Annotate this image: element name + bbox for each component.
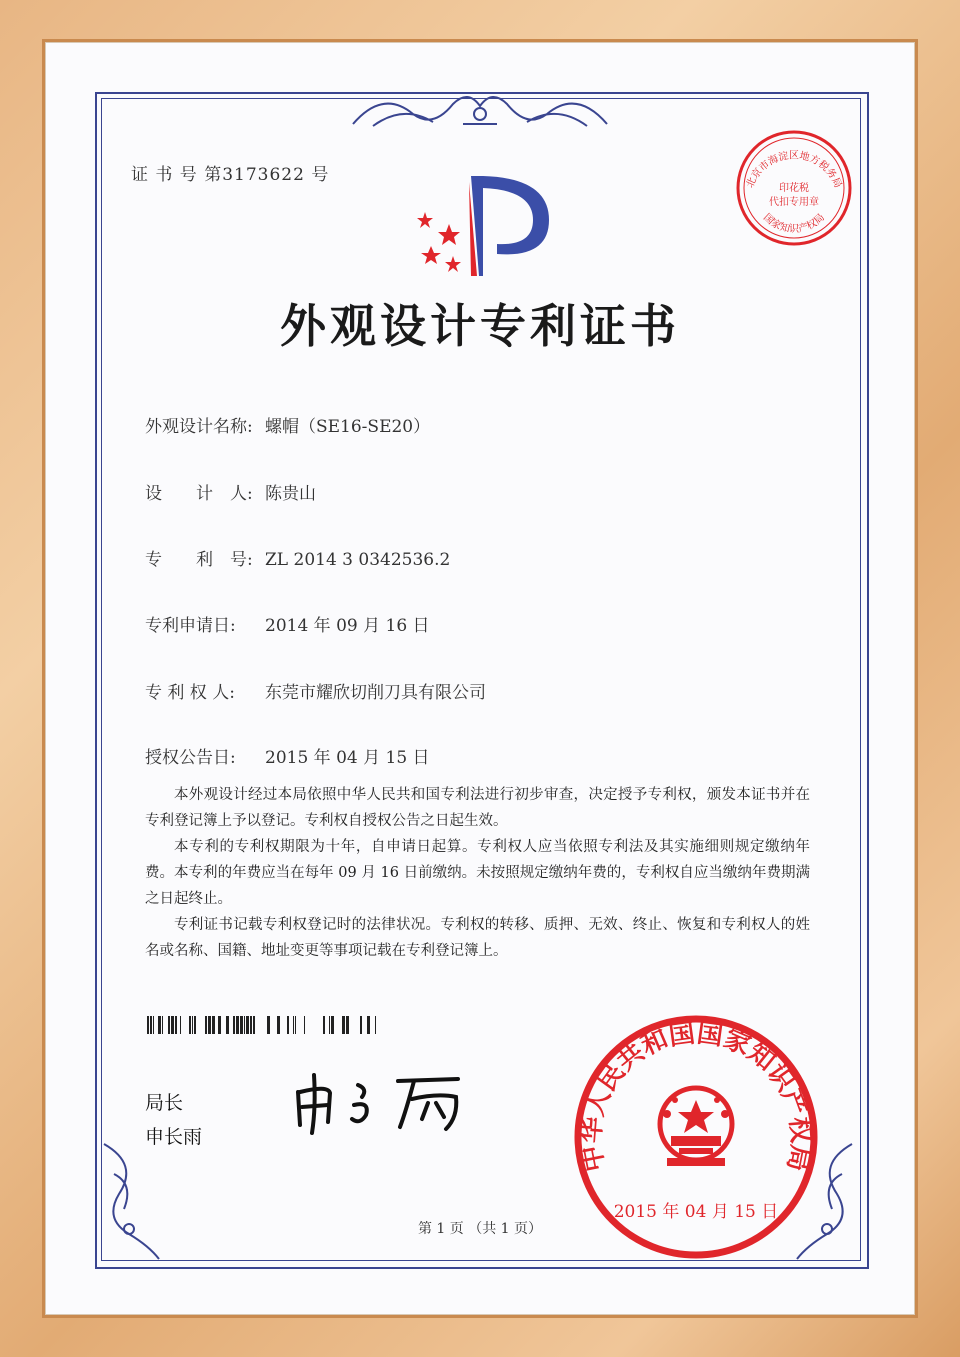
signatory-title: 局长 (145, 1092, 184, 1114)
field-label: 专 利 号: (145, 550, 253, 570)
barcode-bar (189, 1016, 191, 1034)
field-value: ZL 2014 3 0342536.2 (265, 550, 451, 570)
field-value: 2015 年 04 月 15 日 (265, 748, 430, 768)
body-paragraph: 本专利的专利权期限为十年，自申请日起算。专利权人应当依照专利法及其实施细则规定缴纳年费。本专利的年费应当在每年 09 月 16 日前缴纳。未按照规定缴纳年费的，专利权自应当缴纳年费期满之日起终止。 (145, 839, 810, 907)
barcode-bar (287, 1016, 289, 1034)
barcode-bar (150, 1016, 152, 1034)
barcode-bar (323, 1016, 325, 1034)
field-label: 授权公告日: (145, 748, 236, 768)
signatory-name: 申长雨 (145, 1126, 203, 1148)
field-patent-number (145, 545, 450, 570)
barcode-bar (295, 1016, 296, 1034)
svg-text:代扣专用章: 代扣专用章 (769, 197, 819, 208)
barcode-bar (212, 1016, 215, 1034)
certificate-title: 外观设计专利证书 (280, 299, 680, 353)
barcode-bar (208, 1016, 211, 1034)
tax-seal-stamp (733, 127, 855, 249)
field-value: 2014 年 09 月 16 日 (265, 616, 430, 636)
certificate-paper (45, 42, 915, 1315)
barcode-bar (244, 1016, 245, 1034)
barcode-bar (346, 1016, 349, 1034)
barcode-bar (180, 1016, 181, 1034)
barcode-bar (226, 1016, 229, 1034)
page-footer: 第 1 页 （共 1 页） (417, 1221, 543, 1237)
barcode-bar (153, 1016, 154, 1034)
body-paragraph: 专利证书记载专利权登记时的法律状况。专利权的转移、质押、无效、终止、恢复和专利权人的姓名或名称、国籍、地址变更等事项记载在专利登记簿上。 (145, 917, 810, 959)
svg-text:北京市海淀区地方税务局: 北京市海淀区地方税务局 (744, 150, 844, 190)
barcode-bar (250, 1016, 252, 1034)
barcode-bar (168, 1016, 170, 1034)
patent-office-logo-icon (409, 172, 559, 282)
barcode-bar (240, 1016, 243, 1034)
svg-text:国家知识产权局: 国家知识产权局 (760, 212, 828, 236)
body-paragraph: 本外观设计经过本局依照中华人民共和国专利法进行初步审查，决定授予专利权，颁发本证书并在专利登记簿上予以登记。专利权自授权公告之日起生效。 (145, 787, 810, 829)
barcode-bar (147, 1016, 149, 1034)
certificate-body (145, 782, 810, 964)
barcode-bar (158, 1016, 161, 1034)
field-application-date (145, 611, 430, 636)
barcode-bar (194, 1016, 196, 1034)
top-ornament-icon (343, 84, 617, 134)
field-patentee (145, 678, 486, 703)
field-label: 外观设计名称: (145, 417, 253, 437)
barcode-bar (375, 1016, 376, 1034)
barcode-bar (329, 1016, 330, 1034)
barcode-bar (331, 1016, 334, 1034)
barcode-bar (233, 1016, 235, 1034)
field-value: 螺帽（SE16-SE20） (265, 417, 431, 437)
corner-ornament-icon (99, 1134, 169, 1264)
barcode-bar (162, 1016, 163, 1034)
barcode-bar (175, 1016, 177, 1034)
barcode-bar (267, 1016, 270, 1034)
barcode-bar (367, 1016, 370, 1034)
handwritten-signature (288, 1067, 488, 1137)
barcode-bar (171, 1016, 174, 1034)
field-value: 东莞市耀欣切削刀具有限公司 (265, 683, 486, 703)
barcode-bar (277, 1016, 280, 1034)
barcode-bar (304, 1016, 305, 1034)
barcode-bar (360, 1016, 362, 1034)
field-grant-date (145, 743, 430, 768)
svg-text:2015 年 04 月 15 日: 2015 年 04 月 15 日 (613, 1202, 779, 1222)
field-label: 设 计 人: (145, 484, 253, 504)
field-label: 专 利 权 人: (145, 683, 235, 703)
svg-text:中华人民共和国国家知识产权局: 中华人民共和国国家知识产权局 (576, 1018, 816, 1174)
field-value: 陈贵山 (265, 484, 316, 504)
field-label: 专利申请日: (145, 616, 236, 636)
barcode-bar (236, 1016, 239, 1034)
barcode-bar (218, 1016, 221, 1034)
barcode-bar (192, 1016, 193, 1034)
svg-text:印花税: 印花税 (779, 183, 809, 194)
barcode-bar (205, 1016, 207, 1034)
field-design-name (145, 412, 430, 437)
barcode-bar (246, 1016, 249, 1034)
barcode-bar (293, 1016, 294, 1034)
certificate-number: 证 书 号 第3173622 号 (131, 165, 330, 185)
barcode-bar (253, 1016, 255, 1034)
field-designer (145, 479, 316, 504)
barcode-bar (342, 1016, 345, 1034)
barcode (147, 1016, 379, 1034)
